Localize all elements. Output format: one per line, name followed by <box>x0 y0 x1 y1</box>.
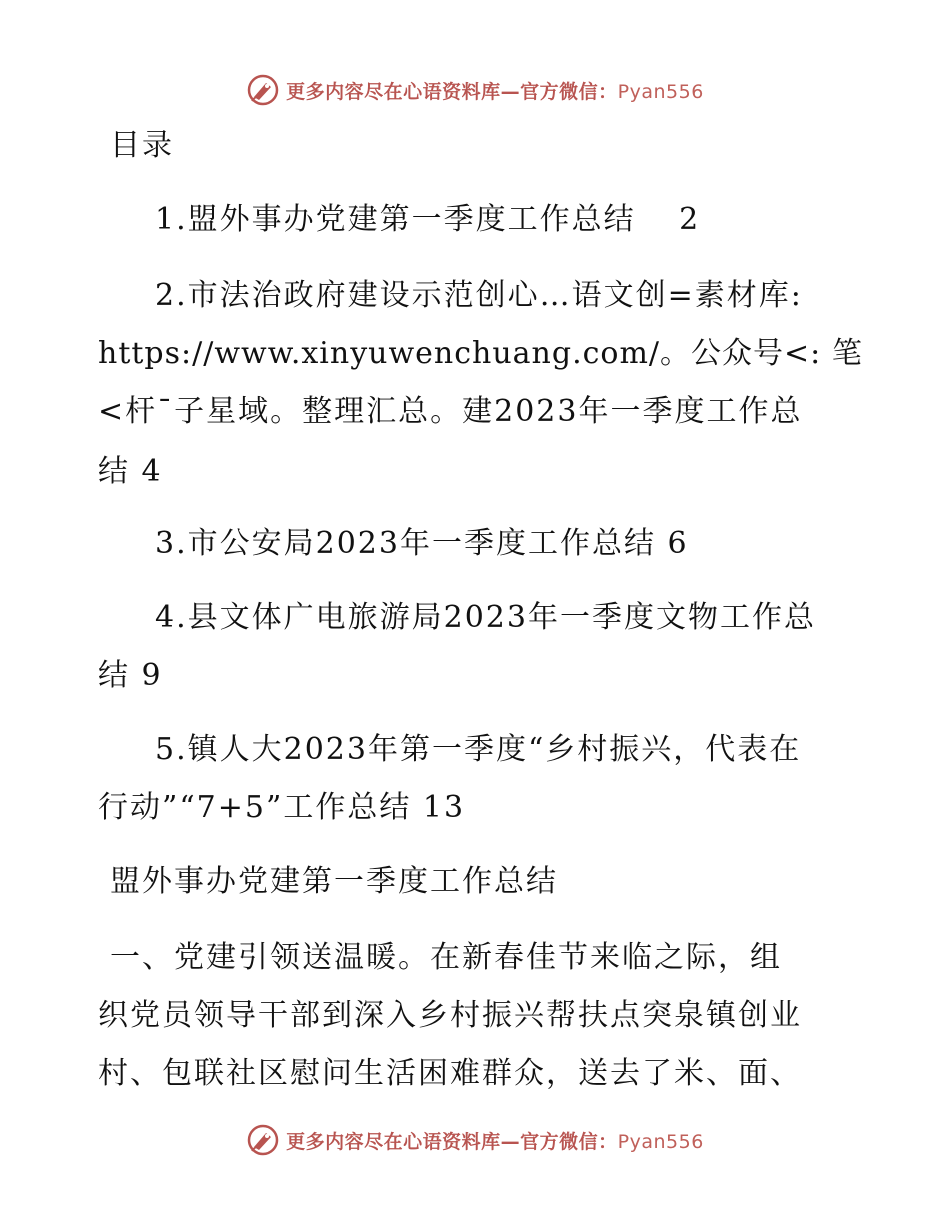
toc-item-4-line-1: 4.县文体广电旅游局2023年一季度文物工作总 <box>155 600 816 635</box>
toc-item-2-line-2: https://www.xinyuwenchuang.com/。公众号<: 笔 <box>98 336 863 371</box>
pen-nib-logo-icon <box>246 1123 280 1157</box>
article-title: 盟外事办党建第一季度工作总结 <box>110 864 558 899</box>
paragraph-line-2: 织党员领导干部到深入乡村振兴帮扶点突泉镇创业 <box>98 998 802 1033</box>
banner-handle: Pyan556 <box>617 1130 704 1153</box>
toc-item-2-line-3: <杆¯子星域。整理汇总。建2023年一季度工作总 <box>98 394 803 429</box>
banner-message: 更多内容尽在心语资料库—官方微信： <box>286 80 618 103</box>
paragraph-line-3: 村、包联社区慰问生活困难群众，送去了米、面、 <box>98 1056 802 1091</box>
header-banner <box>0 70 950 110</box>
toc-item-3: 3.市公安局2023年一季度工作总结 6 <box>155 526 689 561</box>
banner-text <box>286 1127 704 1154</box>
toc-item-5-line-2: 行动”“7+5”工作总结 13 <box>98 790 466 825</box>
banner-text <box>286 77 704 104</box>
banner-handle: Pyan556 <box>617 80 704 103</box>
pen-nib-logo-icon <box>246 73 280 107</box>
banner-message: 更多内容尽在心语资料库—官方微信： <box>286 1130 618 1153</box>
toc-item-5-line-1: 5.镇人大2023年第一季度“乡村振兴，代表在 <box>155 732 802 767</box>
toc-item-4-line-2: 结 9 <box>98 658 163 693</box>
paragraph-line-1: 一、党建引领送温暖。在新春佳节来临之际，组 <box>110 940 782 975</box>
toc-item-2-line-1: 2.市法治政府建设示范创心…语文创=素材库: <box>155 278 803 313</box>
toc-heading: 目录 <box>110 128 174 163</box>
toc-item-1: 1.盟外事办党建第一季度工作总结 2 <box>155 202 701 237</box>
toc-item-2-line-4: 结 4 <box>98 454 163 489</box>
footer-banner <box>0 1120 950 1160</box>
